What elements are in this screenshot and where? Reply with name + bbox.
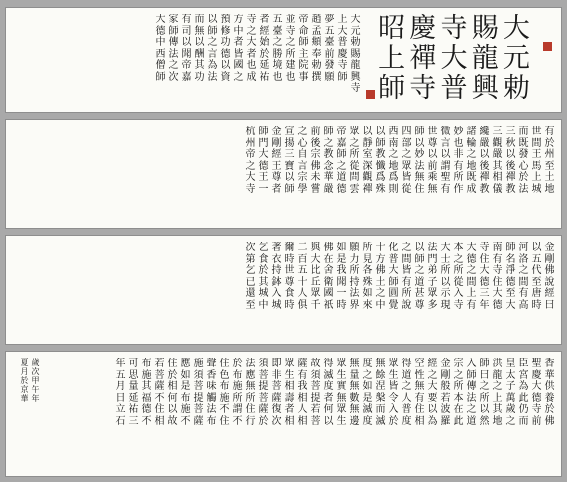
text-column: 次第乞已還至: [245, 242, 256, 311]
text-column: 化普大師圓覺: [388, 242, 399, 311]
text-column: 以師之道甚尊: [414, 242, 425, 311]
text-column: 妙也非有所作: [453, 126, 464, 195]
text-column: 乞食於其城中: [258, 242, 269, 311]
text-column: 河洛之間有高: [518, 242, 529, 311]
text-column: 二百五十人俱: [297, 242, 308, 311]
text-column: 如是我聞一時: [336, 242, 347, 311]
text-column: 宣揚三寶以師: [284, 126, 295, 195]
panel-3-text-columns: [243, 242, 555, 311]
colophon-signature: [18, 358, 40, 403]
text-column: 聖慶大德寺前: [531, 358, 542, 427]
text-column: 眾之所從問雲: [349, 126, 360, 195]
text-column: 師名淨德至大: [505, 242, 516, 311]
text-column: 得滅度者何以: [323, 358, 334, 427]
text-column: 金剛般若波羅: [440, 358, 451, 427]
text-column: 金剛佛說經曰: [544, 242, 555, 311]
text-column: 方中者皆國之: [233, 14, 244, 83]
scroll-panel-1: [6, 8, 561, 112]
text-column: 於布施所謂不: [232, 358, 243, 427]
text-column: 世尊以前乘無: [427, 126, 438, 195]
text-column: 前後宗佛未嘗: [310, 126, 321, 195]
text-column: 皇太子萬歲之: [505, 358, 516, 427]
text-column: 佛在舍衛國祇: [323, 242, 334, 311]
text-column: 若菩薩不住相: [154, 358, 165, 427]
text-column: 爾時世尊食時: [284, 242, 295, 311]
text-column: 法門弟子眾多: [427, 242, 438, 311]
text-column: 無餘涅槃而滅: [375, 358, 386, 427]
title-column: 大元勅: [502, 13, 530, 104]
text-column: 三秋以後禪教: [505, 126, 516, 195]
text-column: 以靜室深觀禪: [362, 126, 373, 195]
text-column: 寺住大德三年: [479, 242, 490, 311]
seal-script-title: [376, 14, 532, 106]
text-column: 無量無數無邊: [349, 358, 360, 427]
text-column: 臣宮為此仍而: [518, 358, 529, 427]
text-column: 所見各殊如來: [362, 242, 373, 311]
panel-2-text-columns: [243, 126, 555, 195]
text-column: 得道之人普度: [401, 358, 412, 427]
text-column: 十方佛土之中: [375, 242, 386, 311]
scroll-panel-4: [6, 352, 561, 476]
text-column: 應如是布施不: [180, 358, 191, 427]
text-column: 香華供養於佛: [544, 358, 555, 427]
text-column: 微言以謂聖有: [440, 126, 451, 195]
text-column: 有於州至土地: [544, 126, 555, 195]
text-column: 金剛經王尊者: [271, 126, 282, 195]
text-column: 度之如是滅度: [362, 358, 373, 427]
text-column: 預修功德以資: [220, 14, 231, 83]
colophon-column: 歲次甲午年: [31, 358, 40, 403]
text-column: 即非菩薩復次: [271, 358, 282, 427]
text-column: 住於相何以故: [167, 358, 178, 427]
text-column: 洪龍之上其地: [492, 358, 503, 427]
text-column: 布施其福德不: [141, 358, 152, 427]
text-column: 而無以酬其功: [194, 14, 205, 83]
text-column: 家師傳法之次: [168, 14, 179, 83]
text-column: 西南之地爲則: [388, 126, 399, 195]
text-column: 薩有我相人相: [297, 358, 308, 427]
scroll-panel-3: [6, 236, 561, 344]
text-column: 入師傳法之道: [466, 358, 477, 427]
text-column: 宗之所本在此: [453, 358, 464, 427]
text-column: 夢五臺前發願: [324, 14, 335, 83]
text-column: 法應無所住行: [245, 358, 256, 427]
text-column: 有司以聞帝嘉: [181, 14, 192, 83]
scroll-panel-2: [6, 120, 561, 228]
title-column: 寺大普: [440, 13, 468, 104]
text-column: 四部之眾皆從: [401, 126, 412, 195]
text-column: 願力所持法界: [349, 242, 360, 311]
text-column: 趙孟頫奉勅撰: [311, 14, 322, 83]
text-column: 施須菩提菩薩: [193, 358, 204, 427]
panel-1-text-columns: [153, 14, 361, 95]
title-column: 賜龍興: [471, 13, 499, 104]
text-column: 帝嘉師之道德: [336, 126, 347, 195]
text-column: 聲香味觸法布: [206, 358, 217, 427]
text-column: 大士所以示現: [440, 242, 451, 311]
text-column: 大德之間上有: [466, 242, 477, 311]
text-column: 之間皆有所說: [401, 242, 412, 311]
text-column: 之心自言宗學: [297, 126, 308, 195]
text-column: 本之所從入寺: [453, 242, 464, 311]
text-column: 大德中西僧師: [155, 14, 166, 83]
text-column: 五臺之勝境也: [272, 14, 283, 83]
text-column: 住色布施不住: [219, 358, 230, 427]
text-column: 與大比丘眾千: [310, 242, 321, 311]
panel-4-text-columns: [113, 358, 555, 427]
text-column: 可思量延祐三: [128, 358, 139, 427]
text-column: 三觀嚴其相儀: [492, 126, 503, 195]
text-column: 寺之大者也成: [246, 14, 257, 83]
text-column: 師曰之所以然: [479, 358, 490, 427]
text-column: 上大普慶寺師: [337, 14, 348, 83]
text-column: 須菩提菩薩於: [258, 358, 269, 427]
text-column: 眾生相壽者相: [284, 358, 295, 427]
text-column: 師門大德王一: [258, 126, 269, 195]
text-column: 著衣持鉢入城: [271, 242, 282, 311]
red-seal-stamp: [366, 90, 375, 99]
text-column: 經之大要以為: [427, 358, 438, 427]
text-column: 而既發心於法: [518, 126, 529, 195]
title-column: 慶禪寺: [409, 13, 437, 104]
text-column: 大元勅賜龍興寺: [350, 14, 361, 94]
text-column: 師之教念華嚴: [323, 126, 334, 195]
text-column: 師以妙法無住: [414, 126, 425, 195]
text-column: 杭州帝之大寺: [245, 126, 256, 195]
text-column: 纔嚴以後禪教: [479, 126, 490, 195]
title-column: 昭上師: [378, 13, 406, 104]
text-column: 帝命師主院事: [298, 14, 309, 83]
text-column: 眾生實無眾生: [336, 358, 347, 427]
text-column: 世間王馬上城: [531, 126, 542, 195]
text-column: 者經始於延祐: [259, 14, 270, 83]
text-column: 以師之言為法: [207, 14, 218, 83]
red-seal-stamp: [543, 42, 552, 51]
colophon-column: 夏月於京華: [20, 358, 29, 403]
text-column: 以五代至唐時: [531, 242, 542, 311]
text-column: 諸輪之地既成: [466, 126, 477, 195]
text-column: 眾生皆令入於: [388, 358, 399, 427]
text-column: 故須菩提若菩: [310, 358, 321, 427]
text-column: 以師教懺爲殊: [375, 126, 386, 195]
text-column: 並寺之所建也: [285, 14, 296, 83]
text-column: 空性無有住相: [414, 358, 425, 427]
text-column: 南有寺住大德: [492, 242, 503, 311]
text-column: 年五月日立石: [115, 358, 126, 427]
